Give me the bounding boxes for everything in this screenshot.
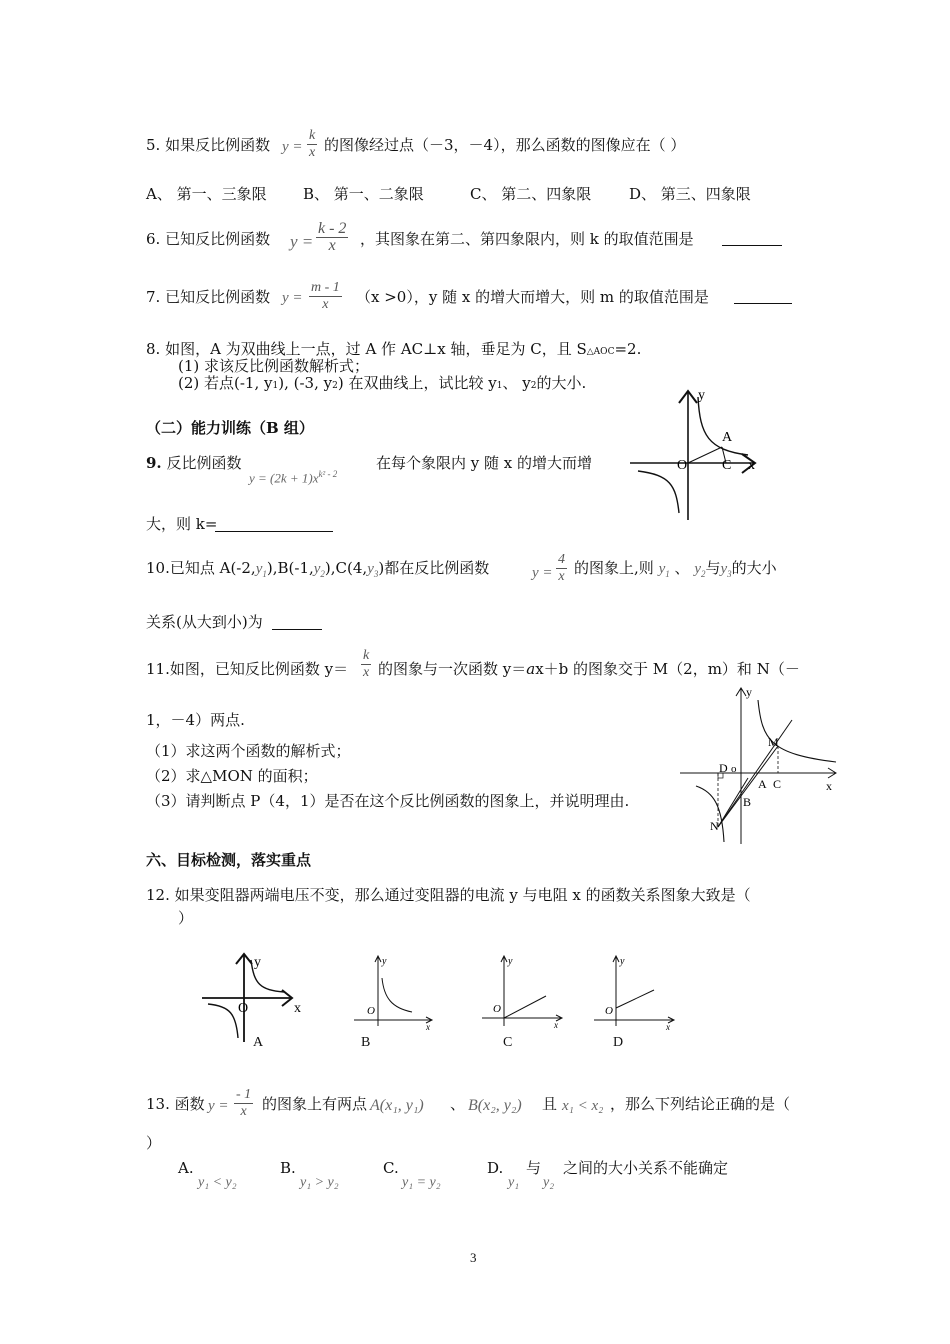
- q8-fig-o-label: O: [677, 458, 688, 473]
- q11-fig-d: D: [719, 761, 728, 775]
- q10-frac-num: 4: [558, 552, 565, 567]
- q13-option-d-label: D.: [487, 1159, 504, 1177]
- q13-option-a-label: A.: [178, 1159, 194, 1177]
- q11-fig-c: C: [773, 777, 782, 791]
- q6-answer-blank[interactable]: [722, 245, 782, 246]
- q11-fig-x: x: [826, 779, 832, 793]
- svg-text:O: O: [367, 1005, 375, 1017]
- q11-sub3: （3）请判断点 P（4，1）是否在这个反比例函数的图象上，并说明理由.: [146, 792, 630, 810]
- q13-cond: x₁ < x₂: [562, 1098, 604, 1114]
- svg-text:y: y: [508, 956, 513, 967]
- q5-prefix: 5. 如果反比例函数: [146, 136, 271, 154]
- q11-frac-den: x: [363, 665, 370, 680]
- section-b-heading: （二）能力训练（B 组）: [146, 419, 314, 437]
- svg-text:x: x: [426, 1022, 430, 1030]
- q6-prefix: 6. 已知反比例函数: [146, 230, 271, 248]
- q10-line2: 关系(从大到小)为: [146, 613, 263, 631]
- q13-option-b: y₁ > y₂: [300, 1175, 339, 1190]
- svg-text:O: O: [493, 1003, 501, 1015]
- q8-sub2: (2) 若点(-1, y1), (-3, y2) 在双曲线上，试比较 y1、 y2的大小.: [178, 374, 587, 392]
- q5-frac-num: k: [309, 128, 316, 143]
- q9-prefix: 9. 反比例函数: [146, 454, 242, 472]
- q8-subscript: △AOC: [586, 347, 615, 357]
- q13-option-d-y2: y₂: [543, 1175, 555, 1190]
- q11-fig-y: y: [746, 685, 752, 699]
- q10-line1: 10.已知点 $A(-2,y_1),B(-1,y_2),C(4,y_3)$都在反比例函数: [146, 559, 490, 579]
- q13-option-c-label: C.: [383, 1159, 399, 1177]
- q13-option-d-y1: y₁: [508, 1175, 520, 1190]
- svg-text:y: y: [382, 956, 387, 967]
- q9-line2: 大，则 k=: [146, 515, 218, 533]
- q11-sub2: （2）求△MON 的面积；: [146, 767, 318, 785]
- q13-point-b: B(x₂, y₂): [468, 1097, 522, 1114]
- svg-text:O: O: [238, 1001, 249, 1016]
- q10-line1-end: 的图象上,则 $y_1$ 、 $y_2$与$y_3$的大小: [574, 559, 777, 579]
- q8-fig-y-label: y: [698, 388, 705, 403]
- q8-fig-c-label: C: [722, 458, 732, 473]
- q12-graph-d-label: D: [613, 1035, 624, 1050]
- q11-figure: [678, 682, 844, 847]
- q13-fraction: [234, 1087, 253, 1120]
- q13-frac-num: - 1: [236, 1087, 252, 1102]
- q13-point-a: A(x₁, y₁): [370, 1097, 424, 1114]
- q6-frac-num: k - 2: [318, 220, 347, 237]
- q7-y-eq: y =: [282, 290, 303, 306]
- q5-option-a: A、 第一、三象限: [146, 185, 267, 203]
- q9-formula: $y = (2k + 1)x^{k^2 - 2}$: [249, 469, 338, 486]
- svg-text:x: x: [666, 1022, 670, 1030]
- q5-option-c: C、 第二、四象限: [470, 185, 592, 203]
- q13-prefix: 13. 函数: [146, 1095, 205, 1113]
- svg-text:y: y: [620, 956, 625, 967]
- q13-option-d-text: 之间的大小关系不能确定: [563, 1159, 729, 1177]
- q10-y-eq: y =: [532, 565, 553, 581]
- page-number: 3: [470, 1250, 477, 1265]
- q13-line2: ）: [146, 1134, 162, 1152]
- q11-fig-a: A: [758, 777, 767, 791]
- q8-fig-a-label: A: [722, 430, 733, 445]
- q13-option-b-label: B.: [280, 1159, 296, 1177]
- q9-suffix: 在每个象限内 y 随 x 的增大而增: [376, 454, 593, 472]
- q11-fig-o: o: [731, 763, 737, 775]
- q6-y-eq: y =: [290, 232, 314, 251]
- q6-frac-den: x: [328, 237, 336, 254]
- q9-answer-blank[interactable]: [215, 531, 333, 532]
- svg-text:x: x: [554, 1020, 558, 1030]
- q12-line1: 12. 如果变阻器两端电压不变，那么通过变阻器的电流 y 与电阻 x 的函数关系图象大致是（: [146, 886, 751, 904]
- q12-graph-c-label: C: [503, 1035, 513, 1050]
- q11-sub1: （1）求这两个函数的解析式；: [146, 742, 351, 760]
- q11-fig-n: N: [710, 819, 719, 833]
- svg-text:O: O: [605, 1005, 613, 1017]
- q13-suffix: ，那么下列结论正确的是（: [610, 1095, 791, 1113]
- section-6-heading: 六、目标检测，落实重点: [146, 851, 312, 869]
- q7-frac-den: x: [322, 297, 329, 312]
- q5-y-eq: y =: [282, 139, 303, 155]
- q5-option-b: B、 第一、二象限: [303, 185, 424, 203]
- q13-cond-pre: 且: [542, 1095, 558, 1113]
- q13-frac-den: x: [240, 1104, 247, 1119]
- q11-fig-b: B: [743, 795, 752, 809]
- q12-graph-a-label: A: [253, 1035, 264, 1050]
- q12-graph-b: [352, 950, 442, 1030]
- q8-sub1: (1) 求该反比例函数解析式；: [178, 357, 370, 375]
- q8-hyperbola-figure: [630, 385, 770, 525]
- q13-y-eq: y =: [208, 1098, 229, 1114]
- q10-fraction: [556, 552, 567, 585]
- q8-line1: 8. 如图，A 为双曲线上一点，过 A 作 AC⊥x 轴，垂足为 C，且 S△AOC=2.: [146, 340, 642, 358]
- q7-suffix: （x >0），y 随 x 的增大而增大，则 m 的取值范围是: [356, 288, 709, 306]
- q5-fraction: [307, 128, 317, 161]
- q11-fraction: [361, 648, 371, 681]
- q10-frac-den: x: [558, 569, 565, 584]
- q6-suffix: ，其图象在第二、第四象限内，则 k 的取值范围是: [360, 230, 694, 248]
- q11-suffix: 的图象与一次函数 y＝ax＋b 的图象交于 M（2，m）和 N（－: [378, 660, 800, 678]
- q12-graph-d: [592, 950, 682, 1030]
- q6-fraction: [316, 221, 348, 254]
- q13-option-a: y₁ < y₂: [198, 1175, 237, 1190]
- q11-prefix: 11.如图，已知反比例函数 y＝: [146, 660, 349, 678]
- q13-option-c: y₁ = y₂: [402, 1175, 441, 1190]
- q13-mid: 的图象上有两点: [262, 1095, 368, 1113]
- q11-line2: 1，－4）两点.: [146, 711, 245, 729]
- q7-prefix: 7. 已知反比例函数: [146, 288, 271, 306]
- q10-answer-blank[interactable]: [272, 629, 322, 630]
- q13-sep: 、: [450, 1095, 466, 1113]
- q8-fig-x-label: x: [748, 458, 755, 473]
- q11-fig-m: M: [768, 735, 779, 749]
- q12-graph-b-label: B: [361, 1035, 371, 1050]
- q11-frac-num: k: [363, 648, 370, 663]
- q5-frac-den: x: [309, 145, 316, 160]
- q12-line2: ）: [178, 909, 194, 927]
- svg-text:y: y: [254, 955, 261, 970]
- q13-option-d-mid: 与: [526, 1159, 542, 1177]
- svg-text:x: x: [294, 1001, 301, 1016]
- q7-answer-blank[interactable]: [734, 303, 792, 304]
- q5-option-d: D、 第三、四象限: [629, 185, 751, 203]
- q12-graph-c: [480, 950, 570, 1030]
- q5-suffix: 的图像经过点（－3，－4），那么函数的图像应在（ ）: [324, 136, 686, 154]
- q7-fraction: [309, 280, 342, 313]
- q7-frac-num: m - 1: [311, 280, 340, 295]
